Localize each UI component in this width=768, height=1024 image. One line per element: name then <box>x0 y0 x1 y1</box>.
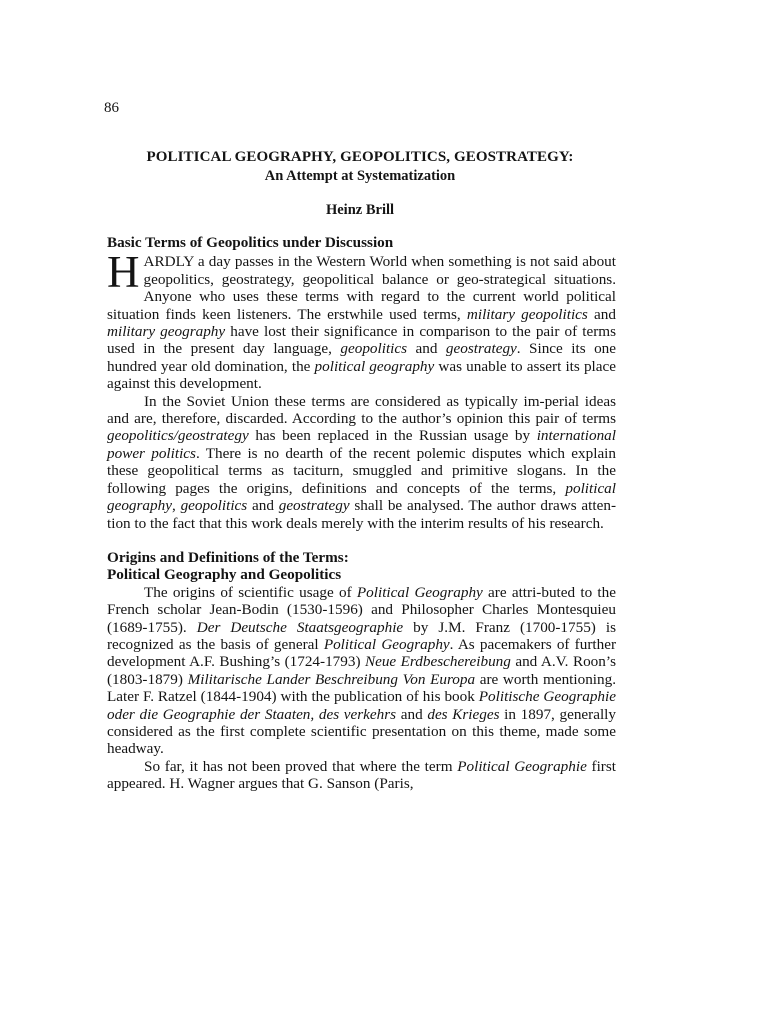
text-run: . Since its one hundred year old domination, the <box>107 340 616 375</box>
text-run: first appeared. H. Wagner argues that G. Sanson (Paris, <box>107 757 616 793</box>
italic-term: geostrategy <box>278 497 350 515</box>
paragraph-origins <box>107 584 616 758</box>
italic-term: Political Geography <box>356 583 483 601</box>
text-run: has been replaced in the Russian usage by <box>248 427 537 445</box>
paragraph-soviet-union <box>107 393 616 532</box>
text-run: and <box>587 305 616 323</box>
article-subtitle: An Attempt at Systematization <box>264 168 456 184</box>
article-body <box>107 234 616 793</box>
text-run: have lost their significance in comparison to the pair of terms used in the present day language, <box>107 323 617 358</box>
section-heading-line: Political Geography and Geopolitics <box>107 566 342 584</box>
paragraph-intro <box>107 247 617 393</box>
text-run: by J.M. Franz (1700-1755) is recognized as the basis of general <box>107 618 616 653</box>
text-run: So far, it has not been proved that where the term <box>144 757 458 775</box>
italic-term: geopolitics/geostrategy <box>107 427 249 445</box>
italic-term: Political Geography <box>323 635 450 653</box>
italic-term: Der Deutsche Staatsgeographie <box>196 618 404 636</box>
italic-term: geopolitics <box>340 340 408 358</box>
italic-term: Neue Erdbeschereibung <box>364 653 511 671</box>
text-run: In the Soviet Union these terms are considered as typically im-perial ideas and are, therefore, discarded. According to the author’s opinion this pair of terms <box>107 392 616 428</box>
page-number: 86 <box>104 100 119 116</box>
section-heading-line: Origins and Definitions of the Terms: <box>107 548 349 566</box>
text-run: in 1897, generally considered as the first complete scientific presentation on this theme, made some headway. <box>107 705 616 758</box>
text-run: ARDLY a day passes in the Western World when something is not said about geopolitics, geostrategy, geopolitical balance or geo-strategical situations. Anyone who uses these terms with regard to the current world political situation finds keen listeners. The erstwhile used terms, <box>107 253 616 323</box>
text-run: . There is no dearth of the recent polemic disputes which explain these geopolitical terms as taciturn, smuggled and primitive slogans. In the following pages the origins, definitions and concepts of the terms, <box>107 444 616 497</box>
text-run: and <box>396 705 428 723</box>
section-heading-basic-terms: Basic Terms of Geopolitics under Discussion <box>107 234 394 251</box>
italic-term: political geography <box>107 479 616 515</box>
paragraph-so-far <box>107 758 616 793</box>
text-run: and <box>247 497 279 515</box>
italic-term: Political Geographie <box>457 757 587 775</box>
text-run: The origins of scientific usage of <box>144 583 357 601</box>
text-run: are worth mentioning. Later F. Ratzel (1844-1904) with the publication of his book <box>107 670 617 706</box>
section-heading-origins <box>107 549 616 584</box>
drop-cap: H <box>107 247 140 298</box>
text-run: . As pacemakers of further development A.F. Bushing’s (1724-1793) <box>107 635 617 671</box>
text-run: and <box>407 340 446 358</box>
italic-term: geopolitics <box>180 497 248 515</box>
italic-term: political geography <box>314 357 435 375</box>
italic-term: geostrategy <box>445 340 517 358</box>
text-run: are attri-buted to the French scholar Jean-Bodin (1530-1596) and Philosopher Charles Montesquieu (1689-1755). <box>107 583 616 636</box>
italic-term: military geopolitics <box>466 305 588 323</box>
text-run: and A.V. Roon’s (1803-1879) <box>107 653 616 688</box>
author-name: Heinz Brill <box>325 202 395 218</box>
italic-term: military geography <box>107 323 226 341</box>
italic-term: international power politics <box>107 427 616 462</box>
text-run: shall be analysed. The author draws atten-tion to the fact that this work deals merely with the interim results of his research. <box>107 497 616 532</box>
italic-term: des Krieges <box>427 705 500 723</box>
text-run: , <box>171 497 181 515</box>
text-run: was unable to assert its place against this development. <box>107 357 616 393</box>
article-title: POLITICAL GEOGRAPHY, GEOPOLITICS, GEOSTRATEGY: <box>146 149 574 165</box>
italic-term: Politische Geographie oder die Geographie der Staaten, des verkehrs <box>107 688 616 723</box>
italic-term: Militarische Lander Beschreibung Von Europa <box>187 670 476 688</box>
